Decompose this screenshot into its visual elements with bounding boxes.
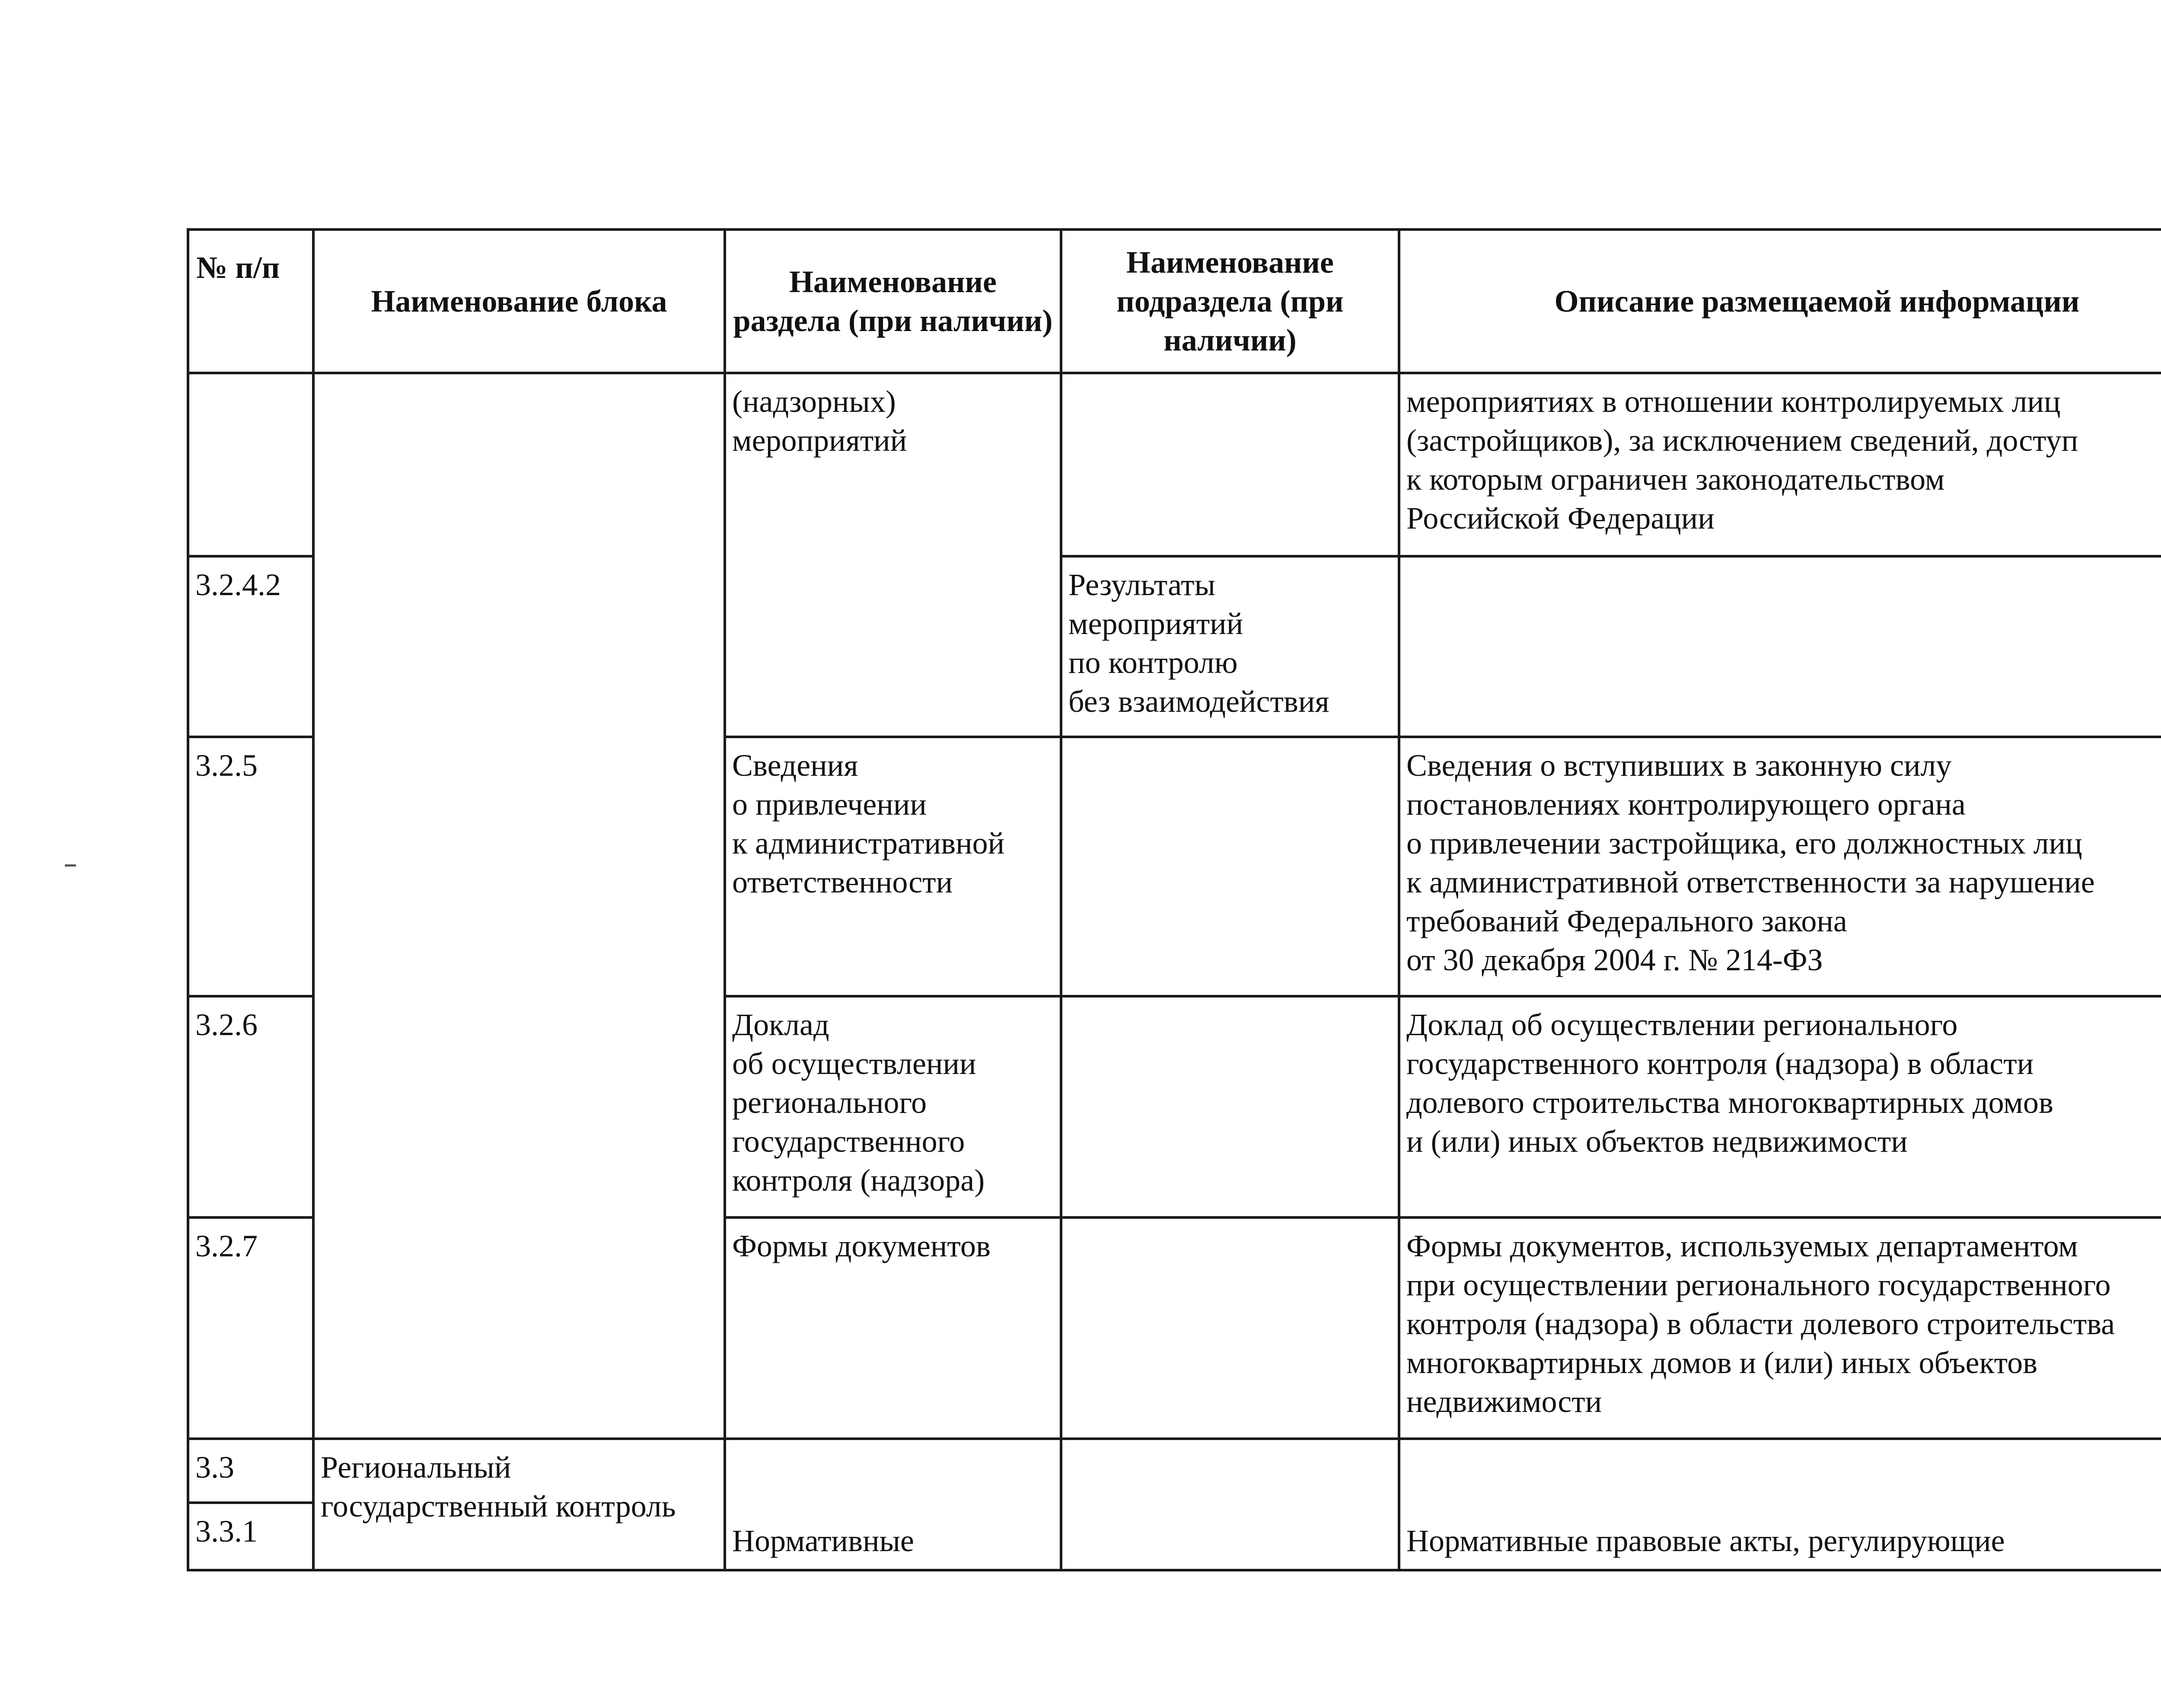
cell-number: 3.3 xyxy=(188,1439,313,1503)
cell-subsection xyxy=(1061,996,1399,1217)
cell-subsection xyxy=(1061,737,1399,996)
cell-number: 3.3.1 xyxy=(188,1503,313,1570)
cell-block xyxy=(313,373,725,1439)
cell-subsection xyxy=(1061,373,1399,556)
cell-number: 3.2.6 xyxy=(188,996,313,1217)
cell-section: (надзорных) мероприятий xyxy=(725,373,1061,737)
document-page xyxy=(187,228,2161,1577)
cell-section: Формы документов xyxy=(725,1217,1061,1439)
header-section: Наименование раздела (при наличии) xyxy=(725,229,1061,373)
cell-description: Сведения о вступивших в законную силу постановлениях контролирующего органа о привлечении застройщика, его должностных лиц к административной ответственности за нарушение требований Федерального закона от 30 декабря 2004 г. № 214-ФЗ xyxy=(1399,737,2161,996)
cell-description: мероприятиях в отношении контролируемых лиц (застройщиков), за исключением сведений, доступ к которым ограничен законодательством Российской Федерации xyxy=(1399,373,2161,556)
table-row xyxy=(188,373,2161,556)
cell-section: Доклад об осуществлении регионального государственного контроля (надзора) xyxy=(725,996,1061,1217)
cell-description: Доклад об осуществлении регионального государственного контроля (надзора) в области долевого строительства многоквартирных домов и (или) иных объектов недвижимости xyxy=(1399,996,2161,1217)
scan-mark xyxy=(65,864,76,867)
cell-section: Нормативные xyxy=(725,1439,1061,1570)
information-table xyxy=(187,228,2161,1571)
table-header-row xyxy=(188,229,2161,373)
cell-subsection: Результаты мероприятий по контролю без взаимодействия xyxy=(1061,556,1399,737)
cell-number: 3.2.7 xyxy=(188,1217,313,1439)
cell-number: 3.2.4.2 xyxy=(188,556,313,737)
cell-description: Формы документов, используемых департаментом при осуществлении регионального государственного контроля (надзора) в области долевого строительства многоквартирных домов и (или) иных объектов недвижимости xyxy=(1399,1217,2161,1439)
cell-number xyxy=(188,373,313,556)
cell-description: Нормативные правовые акты, регулирующие xyxy=(1399,1439,2161,1570)
header-block: Наименование блока xyxy=(313,229,725,373)
cell-block: Региональный государственный контроль xyxy=(313,1439,725,1570)
header-description: Описание размещаемой информации xyxy=(1399,229,2161,373)
table-row xyxy=(188,1439,2161,1503)
cell-number: 3.2.5 xyxy=(188,737,313,996)
header-number: № п/п xyxy=(188,229,313,373)
cell-subsection xyxy=(1061,1439,1399,1570)
cell-section: Сведения о привлечении к административной ответственности xyxy=(725,737,1061,996)
header-subsection: Наименование подраздела (при наличии) xyxy=(1061,229,1399,373)
cell-description xyxy=(1399,556,2161,737)
cell-subsection xyxy=(1061,1217,1399,1439)
